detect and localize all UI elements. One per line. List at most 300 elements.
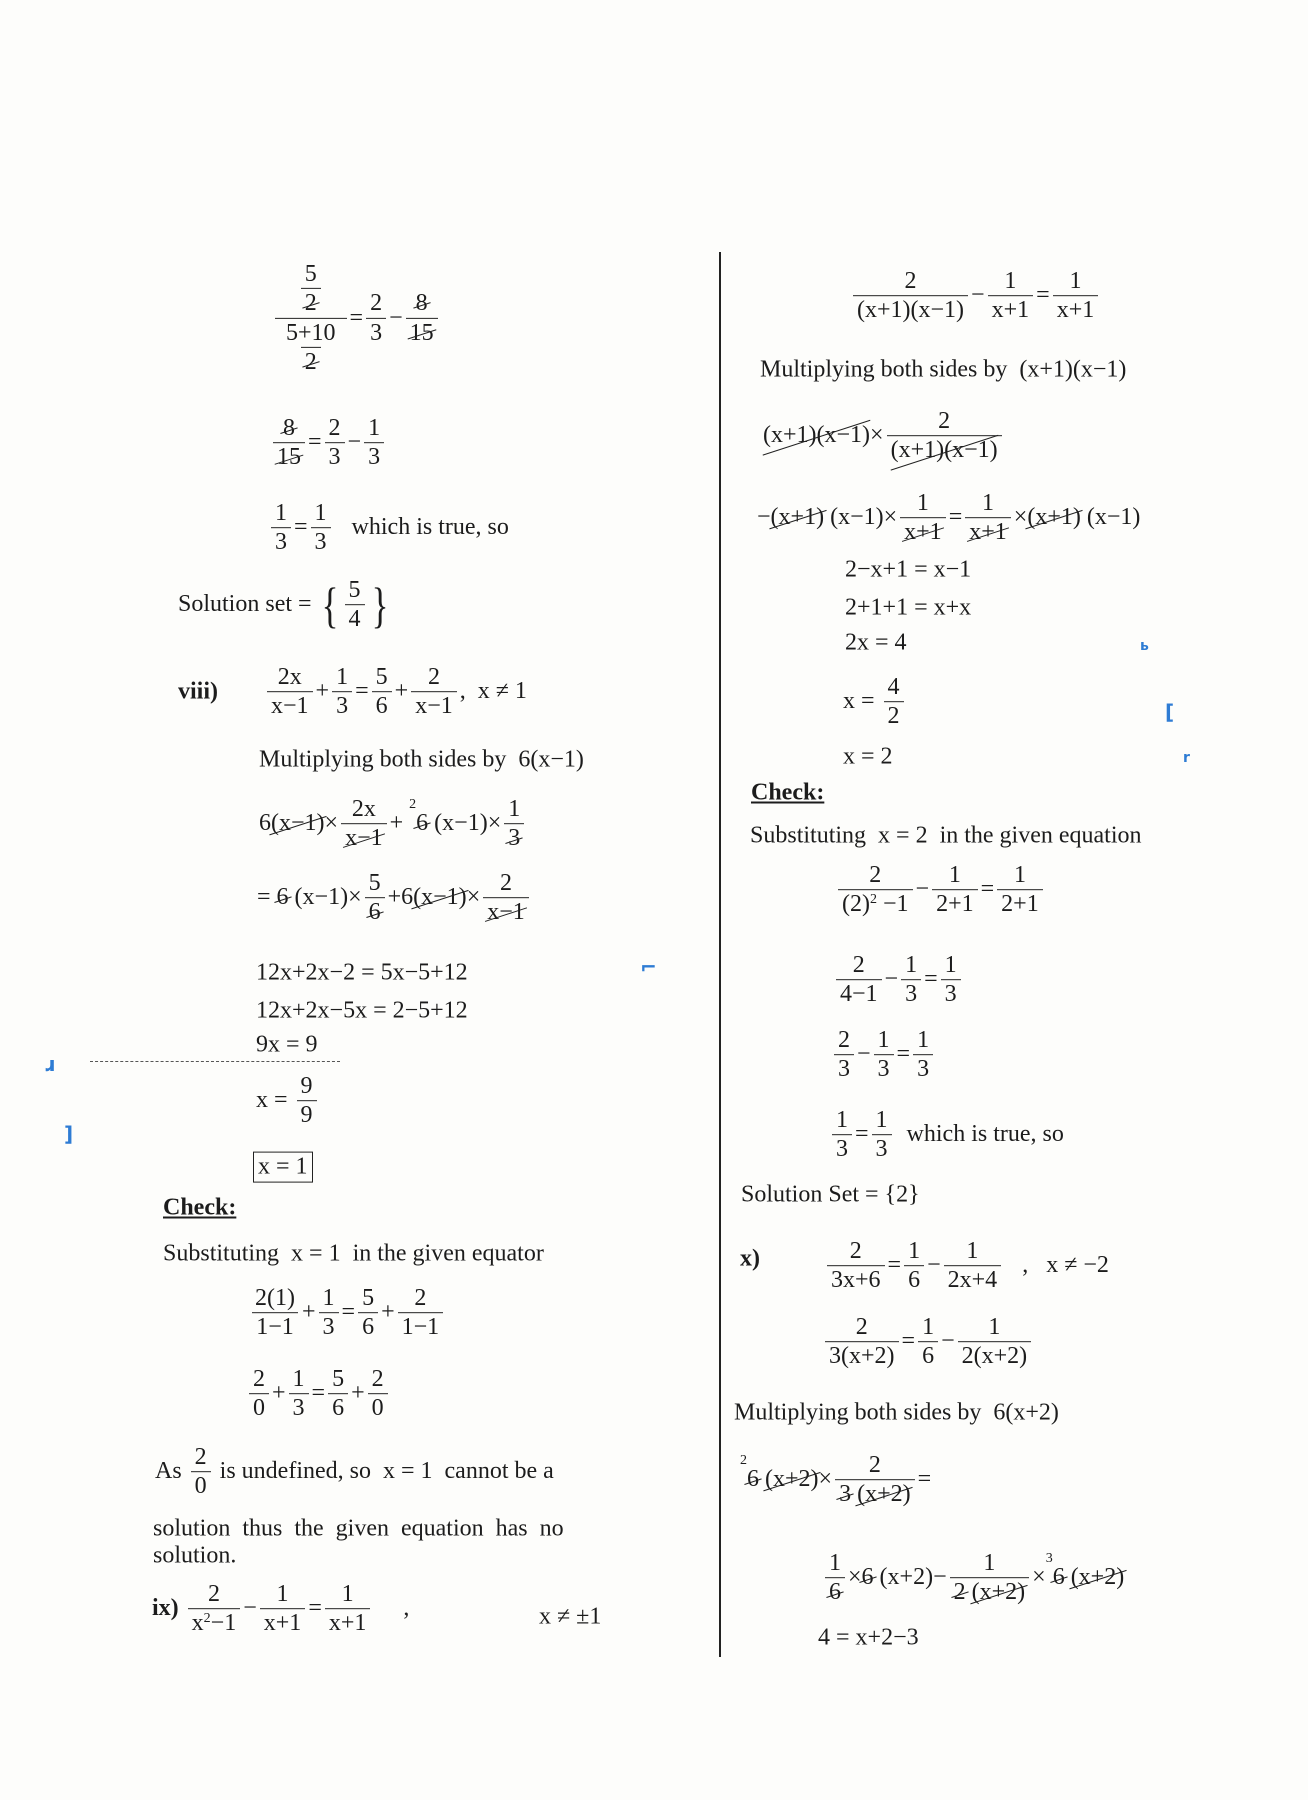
numerator: 1 [944, 952, 957, 979]
pen-mark: ⌐ [640, 955, 657, 979]
math-text: −1 [876, 891, 909, 918]
fraction [398, 1284, 444, 1342]
equation-line [835, 861, 1046, 919]
math-text: × [324, 810, 339, 837]
brace: { [321, 577, 338, 633]
equation-line [246, 1365, 391, 1423]
superscript: 2 [409, 797, 417, 813]
numerator: 2 [838, 1027, 850, 1054]
cancelled-term: 8 [415, 290, 428, 317]
math-text: + [389, 810, 410, 837]
fraction [358, 1284, 378, 1342]
denominator [887, 436, 1002, 465]
denominator: 6 [358, 1313, 378, 1342]
denominator [504, 824, 524, 853]
numerator: 1 [988, 1314, 1001, 1341]
math-text: × [1032, 1564, 1046, 1591]
equation-line [843, 673, 907, 731]
denominator: 2 [884, 702, 904, 731]
cancelled-term: (x+1) [1027, 504, 1081, 531]
math-text: = [341, 1299, 356, 1326]
check-text [750, 823, 1142, 850]
math-text: = [901, 1328, 916, 1355]
instruction-text [760, 357, 1126, 384]
cancelled-term: 6 [829, 1579, 841, 1606]
denominator: 1−1 [252, 1313, 298, 1342]
cancelled-term: x+1 [904, 519, 942, 546]
math-text: −1 [210, 1610, 237, 1637]
fraction [965, 489, 1011, 547]
denominator: 0 [368, 1394, 388, 1423]
denominator: x−1 [267, 692, 313, 721]
conclusion-text [155, 1443, 554, 1501]
denominator: 3 [941, 980, 961, 1009]
denominator: 4 [345, 605, 365, 634]
denominator: 6 [904, 1266, 924, 1295]
math-text: − [884, 966, 899, 993]
math-text: = [257, 884, 277, 911]
math-text: (x+2)− [873, 1564, 947, 1591]
cancelled-term: (x+1) [770, 504, 825, 531]
math-text: 12x+2x−5x = 2−5+12 [256, 997, 468, 1024]
denominator [835, 1480, 915, 1509]
denominator: 3 [832, 1135, 852, 1164]
problem-label [178, 679, 218, 706]
denominator: x+1 [1053, 296, 1099, 325]
math-text: x = 2 [843, 743, 893, 770]
instruction-text [259, 747, 584, 774]
check-heading [163, 1195, 236, 1222]
numerator: 2 [427, 664, 440, 691]
cancelled-term: x−1 [487, 899, 525, 926]
numerator: 1 [1013, 862, 1026, 889]
fraction [904, 1237, 924, 1295]
denominator: 3 [332, 692, 352, 721]
fraction [332, 663, 352, 721]
math-text: (x−1) [1080, 504, 1141, 531]
pen-mark: [ [1165, 700, 1175, 724]
math-text: solution. [153, 1542, 237, 1569]
math-text: + [351, 1380, 365, 1407]
equation-line [259, 795, 527, 853]
boxed-answer [253, 1152, 313, 1183]
denominator [273, 443, 305, 472]
math-text: Multiplying both sides by 6(x−1) [259, 746, 584, 773]
fraction [249, 1365, 269, 1423]
math-text: (x−1)× [824, 504, 898, 531]
cancelled-term: 15 [277, 444, 301, 471]
numerator: 5 [375, 664, 388, 691]
numerator: 2 [371, 1366, 384, 1393]
numerator [412, 289, 432, 317]
denominator: 6 [372, 692, 392, 721]
fraction [267, 663, 313, 721]
numerator: 1 [1004, 268, 1017, 295]
pen-mark: ɹ [44, 1052, 55, 1076]
denominator: x+1 [260, 1609, 306, 1638]
numerator: 1 [917, 1027, 930, 1054]
fraction [273, 414, 305, 472]
denominator: 3 [289, 1394, 309, 1423]
denominator [301, 288, 321, 317]
math-text: 9x = 9 [256, 1031, 318, 1058]
denominator: 2+1 [997, 890, 1043, 919]
equation-line [843, 744, 893, 771]
math-text: Substituting x = 2 in the given equation [750, 822, 1142, 849]
numerator: 1 [829, 1550, 841, 1577]
math-text: = [355, 678, 369, 705]
fraction [836, 951, 882, 1009]
equation-line [256, 1032, 318, 1059]
math-text: × [870, 422, 884, 449]
pen-mark: r [1183, 750, 1190, 766]
fraction [944, 1237, 1002, 1295]
math-text: As [155, 1458, 188, 1485]
math-text: = [1036, 282, 1050, 309]
fraction [366, 289, 386, 347]
numerator: 1 [322, 1285, 335, 1312]
math-text: = [896, 1041, 911, 1068]
math-text [179, 1596, 185, 1623]
cancelled-term: (x+1)(x−1) [890, 437, 998, 464]
denominator: 6 [328, 1394, 348, 1423]
fraction [827, 1237, 885, 1295]
cancelled-term: 15 [409, 319, 434, 346]
denominator: 3 [872, 1135, 892, 1164]
numerator: 2 [852, 952, 865, 979]
numerator: 1 [916, 490, 929, 517]
math-text: = [308, 429, 322, 456]
math-text: × [848, 1564, 862, 1591]
cancelled-term: (x+1)(x−1) [763, 422, 871, 449]
math-text: = [311, 1380, 326, 1407]
item-label: x) [740, 1245, 760, 1272]
pen-mark: ь [1140, 638, 1149, 654]
cancelled-term: (x+2) [765, 1466, 819, 1493]
check-text [163, 1241, 544, 1268]
numerator: 2 [855, 1314, 868, 1341]
fraction [901, 951, 921, 1009]
pen-mark: ] [64, 1122, 74, 1146]
numerator: 1 [368, 415, 381, 442]
problem-equation [824, 1237, 1109, 1295]
column-divider [719, 252, 721, 1657]
numerator: 1 [292, 1366, 305, 1393]
denominator: 4−1 [836, 980, 882, 1009]
math-text: Solution Set = {2} [741, 1181, 920, 1208]
math-text: + [301, 1299, 316, 1326]
math-text: = [349, 304, 364, 331]
math-text: + [381, 1299, 395, 1326]
math-text: x [191, 1610, 204, 1637]
equation-line [740, 1451, 931, 1509]
denominator [825, 1578, 845, 1607]
denominator [965, 518, 1011, 547]
denominator: (x+1)(x−1) [853, 296, 968, 325]
math-text: solution thus the given equation has no [153, 1515, 564, 1542]
fraction [884, 673, 904, 731]
denominator: 0 [191, 1472, 211, 1501]
equation-line [818, 1625, 919, 1652]
numerator: 2 [253, 1366, 265, 1393]
numerator: 2x [351, 796, 376, 823]
denominator [341, 824, 387, 853]
denominator [900, 518, 946, 547]
denominator: 3 [364, 443, 384, 472]
cancelled-term: x+1 [969, 519, 1007, 546]
numerator: 1 [336, 664, 349, 691]
fraction [958, 1313, 1032, 1371]
math-text: − [927, 1252, 941, 1279]
numerator: 2(1) [255, 1285, 295, 1312]
math-text: 4 = x+2−3 [818, 1624, 919, 1651]
numerator: 1 [908, 1238, 921, 1265]
denominator [406, 318, 438, 347]
fraction [364, 414, 384, 472]
numerator: 5 [362, 1285, 375, 1312]
math-text: − [971, 282, 985, 309]
cancelled-term: (x+2) [1070, 1564, 1125, 1591]
denominator [365, 898, 385, 927]
numerator [294, 260, 328, 318]
math-text: = [887, 1252, 902, 1279]
cancelled-term: 2 [304, 348, 317, 375]
math-text: 2x = 4 [845, 629, 907, 656]
equation-line [845, 557, 971, 584]
equation-line [257, 869, 532, 927]
fraction [271, 499, 291, 557]
problem-equation [152, 1580, 409, 1638]
math-text: − [915, 876, 930, 903]
denominator: x+1 [325, 1609, 371, 1638]
equation-line [845, 630, 907, 657]
fraction [834, 1026, 854, 1084]
math-text: + [272, 1380, 286, 1407]
fraction [345, 576, 365, 634]
fraction [319, 1284, 339, 1342]
fraction [188, 1580, 241, 1638]
numerator: 2 [869, 862, 882, 889]
fraction [872, 1106, 892, 1164]
numerator: 5 [332, 1366, 345, 1393]
equation-line [272, 260, 441, 376]
fraction [328, 1365, 348, 1423]
denominator: 3 [271, 528, 291, 557]
math-text: Multiplying both sides by 6(x+2) [734, 1399, 1059, 1426]
check-heading [751, 780, 824, 807]
numerator: 1 [341, 1581, 354, 1608]
denominator [483, 898, 529, 927]
denominator: 3x+6 [827, 1266, 885, 1295]
math-text: − [243, 1595, 257, 1622]
denominator: 3 [834, 1055, 854, 1084]
cancelled-term: 3 [839, 1481, 852, 1508]
fraction [406, 289, 438, 347]
cancelled-term: 3 [508, 825, 521, 852]
math-text: which is true, so [333, 514, 509, 541]
fraction [504, 795, 524, 853]
numerator: 2 [370, 290, 383, 317]
numerator: 2 [207, 1581, 220, 1608]
cancelled-term: 6 [368, 899, 381, 926]
fraction [838, 861, 913, 919]
fraction [825, 1313, 899, 1371]
numerator: 2 [849, 1238, 862, 1265]
equation-line [850, 267, 1101, 325]
equation-line [256, 960, 468, 987]
fraction [918, 1313, 938, 1371]
cancelled-term: 6 [861, 1564, 874, 1591]
item-label: viii) [178, 678, 218, 705]
fraction [311, 499, 331, 557]
numerator: 5 [368, 870, 381, 897]
denominator: x+1 [988, 296, 1034, 325]
numerator: 1 [983, 1550, 996, 1577]
math-text: is undefined, so x = 1 cannot be a [213, 1458, 554, 1485]
numerator: 1 [275, 500, 287, 527]
solution-set [741, 1182, 920, 1209]
fraction [260, 1580, 306, 1638]
boxed-result: x = 1 [253, 1152, 313, 1183]
cancelled-term: (x+2) [971, 1579, 1026, 1606]
math-text: − [941, 1328, 955, 1355]
numerator: 1 [877, 1027, 890, 1054]
numerator [279, 414, 299, 442]
denominator: 2x+4 [944, 1266, 1002, 1295]
denominator: 3(x+2) [825, 1342, 899, 1371]
math-text: (x−1)× [428, 810, 502, 837]
fraction [1053, 267, 1099, 325]
math-text: x = [256, 1087, 294, 1114]
denominator [950, 1578, 1030, 1607]
cancelled-term: 6 [416, 810, 429, 837]
cancelled-term: 6 [747, 1466, 759, 1493]
numerator: 1 [966, 1238, 979, 1265]
equation-line [270, 414, 387, 472]
math-text: − [389, 304, 403, 331]
fraction [988, 267, 1034, 325]
numerator: 2 [868, 1452, 881, 1479]
numerator: 2 [938, 408, 951, 435]
numerator: 1 [276, 1581, 289, 1608]
equation-line [256, 1072, 320, 1130]
fraction [325, 1580, 371, 1638]
fraction [341, 795, 387, 853]
cancelled-term: 2 [304, 290, 317, 317]
fraction [282, 319, 340, 377]
math-text: Substituting x = 1 in the given equator [163, 1240, 544, 1267]
numerator: 1 [314, 500, 327, 527]
equation-line [248, 1284, 446, 1342]
numerator: 2 [904, 268, 917, 295]
equation-line [845, 595, 971, 622]
numerator: 1 [948, 862, 961, 889]
cancelled-term: 2 [953, 1579, 966, 1606]
equation-line [831, 1026, 936, 1084]
math-text: x ≠ ±1 [539, 1603, 602, 1630]
fraction [301, 260, 321, 318]
fraction [191, 1443, 211, 1501]
problem-label [740, 1246, 760, 1273]
superscript: 2 [740, 1453, 747, 1469]
fraction [251, 1284, 299, 1342]
math-text: = [980, 876, 995, 903]
math-text: = [924, 966, 938, 993]
conclusion-text [153, 1516, 564, 1543]
numerator: 1 [875, 1107, 888, 1134]
math-text: 2+1+1 = x+x [845, 594, 972, 621]
fraction [835, 1451, 915, 1509]
math-text: − [347, 429, 362, 456]
denominator: 3 [319, 1313, 339, 1342]
fraction [832, 1106, 852, 1164]
math-text: − [857, 1041, 871, 1068]
numerator: 5 [348, 577, 361, 604]
cancelled-term: 6 [1052, 1564, 1065, 1591]
numerator: 2 [414, 1285, 427, 1312]
numerator: 2 [328, 415, 341, 442]
math-text: x = [843, 688, 881, 715]
denominator: 6 [918, 1342, 938, 1371]
denominator [275, 318, 347, 377]
conclusion-text [153, 1543, 236, 1570]
superscript: 3 [1045, 1551, 1053, 1567]
denominator: 1−1 [398, 1313, 444, 1342]
problem-equation [264, 663, 527, 721]
fraction [941, 951, 961, 1009]
numerator: 5 [304, 260, 317, 287]
math-text: Multiplying both sides by (x+1)(x−1) [760, 356, 1127, 383]
math-text: = [308, 1595, 322, 1622]
fraction [932, 861, 978, 919]
math-text: = [917, 1466, 932, 1493]
fraction [289, 1365, 309, 1423]
equation-line [757, 489, 1140, 547]
problem-condition [539, 1604, 601, 1631]
denominator: 3 [901, 980, 921, 1009]
numerator: 2 [194, 1444, 207, 1471]
numerator: 4 [887, 674, 900, 701]
numerator: 1 [905, 952, 918, 979]
denominator: 3 [325, 443, 345, 472]
math-text: 12x+2x−2 = 5x−5+12 [256, 959, 468, 986]
fraction [900, 489, 946, 547]
numerator: 5+10 [286, 319, 336, 346]
numerator: 1 [982, 490, 994, 517]
equation-line [822, 1549, 1124, 1607]
equation-line [763, 407, 1005, 465]
equation-line [822, 1313, 1034, 1371]
equation-line [268, 499, 509, 557]
fraction [411, 663, 457, 721]
math-text: × [1013, 504, 1028, 531]
denominator: 0 [249, 1394, 269, 1423]
fraction [297, 1072, 317, 1130]
heading: Check: [163, 1194, 237, 1221]
cancelled-term: (x+2) [857, 1481, 911, 1508]
numerator: 1 [836, 1107, 848, 1134]
math-text: 6 [259, 810, 271, 837]
math-text: + [394, 678, 409, 705]
math-text: which is true, so [894, 1121, 1064, 1148]
math-text: + [315, 678, 330, 705]
numerator: 1 [508, 796, 521, 823]
math-text: = [855, 1121, 869, 1148]
fraction [483, 869, 529, 927]
instruction-text [734, 1400, 1059, 1427]
fraction [275, 260, 347, 376]
denominator: 3 [874, 1055, 894, 1084]
